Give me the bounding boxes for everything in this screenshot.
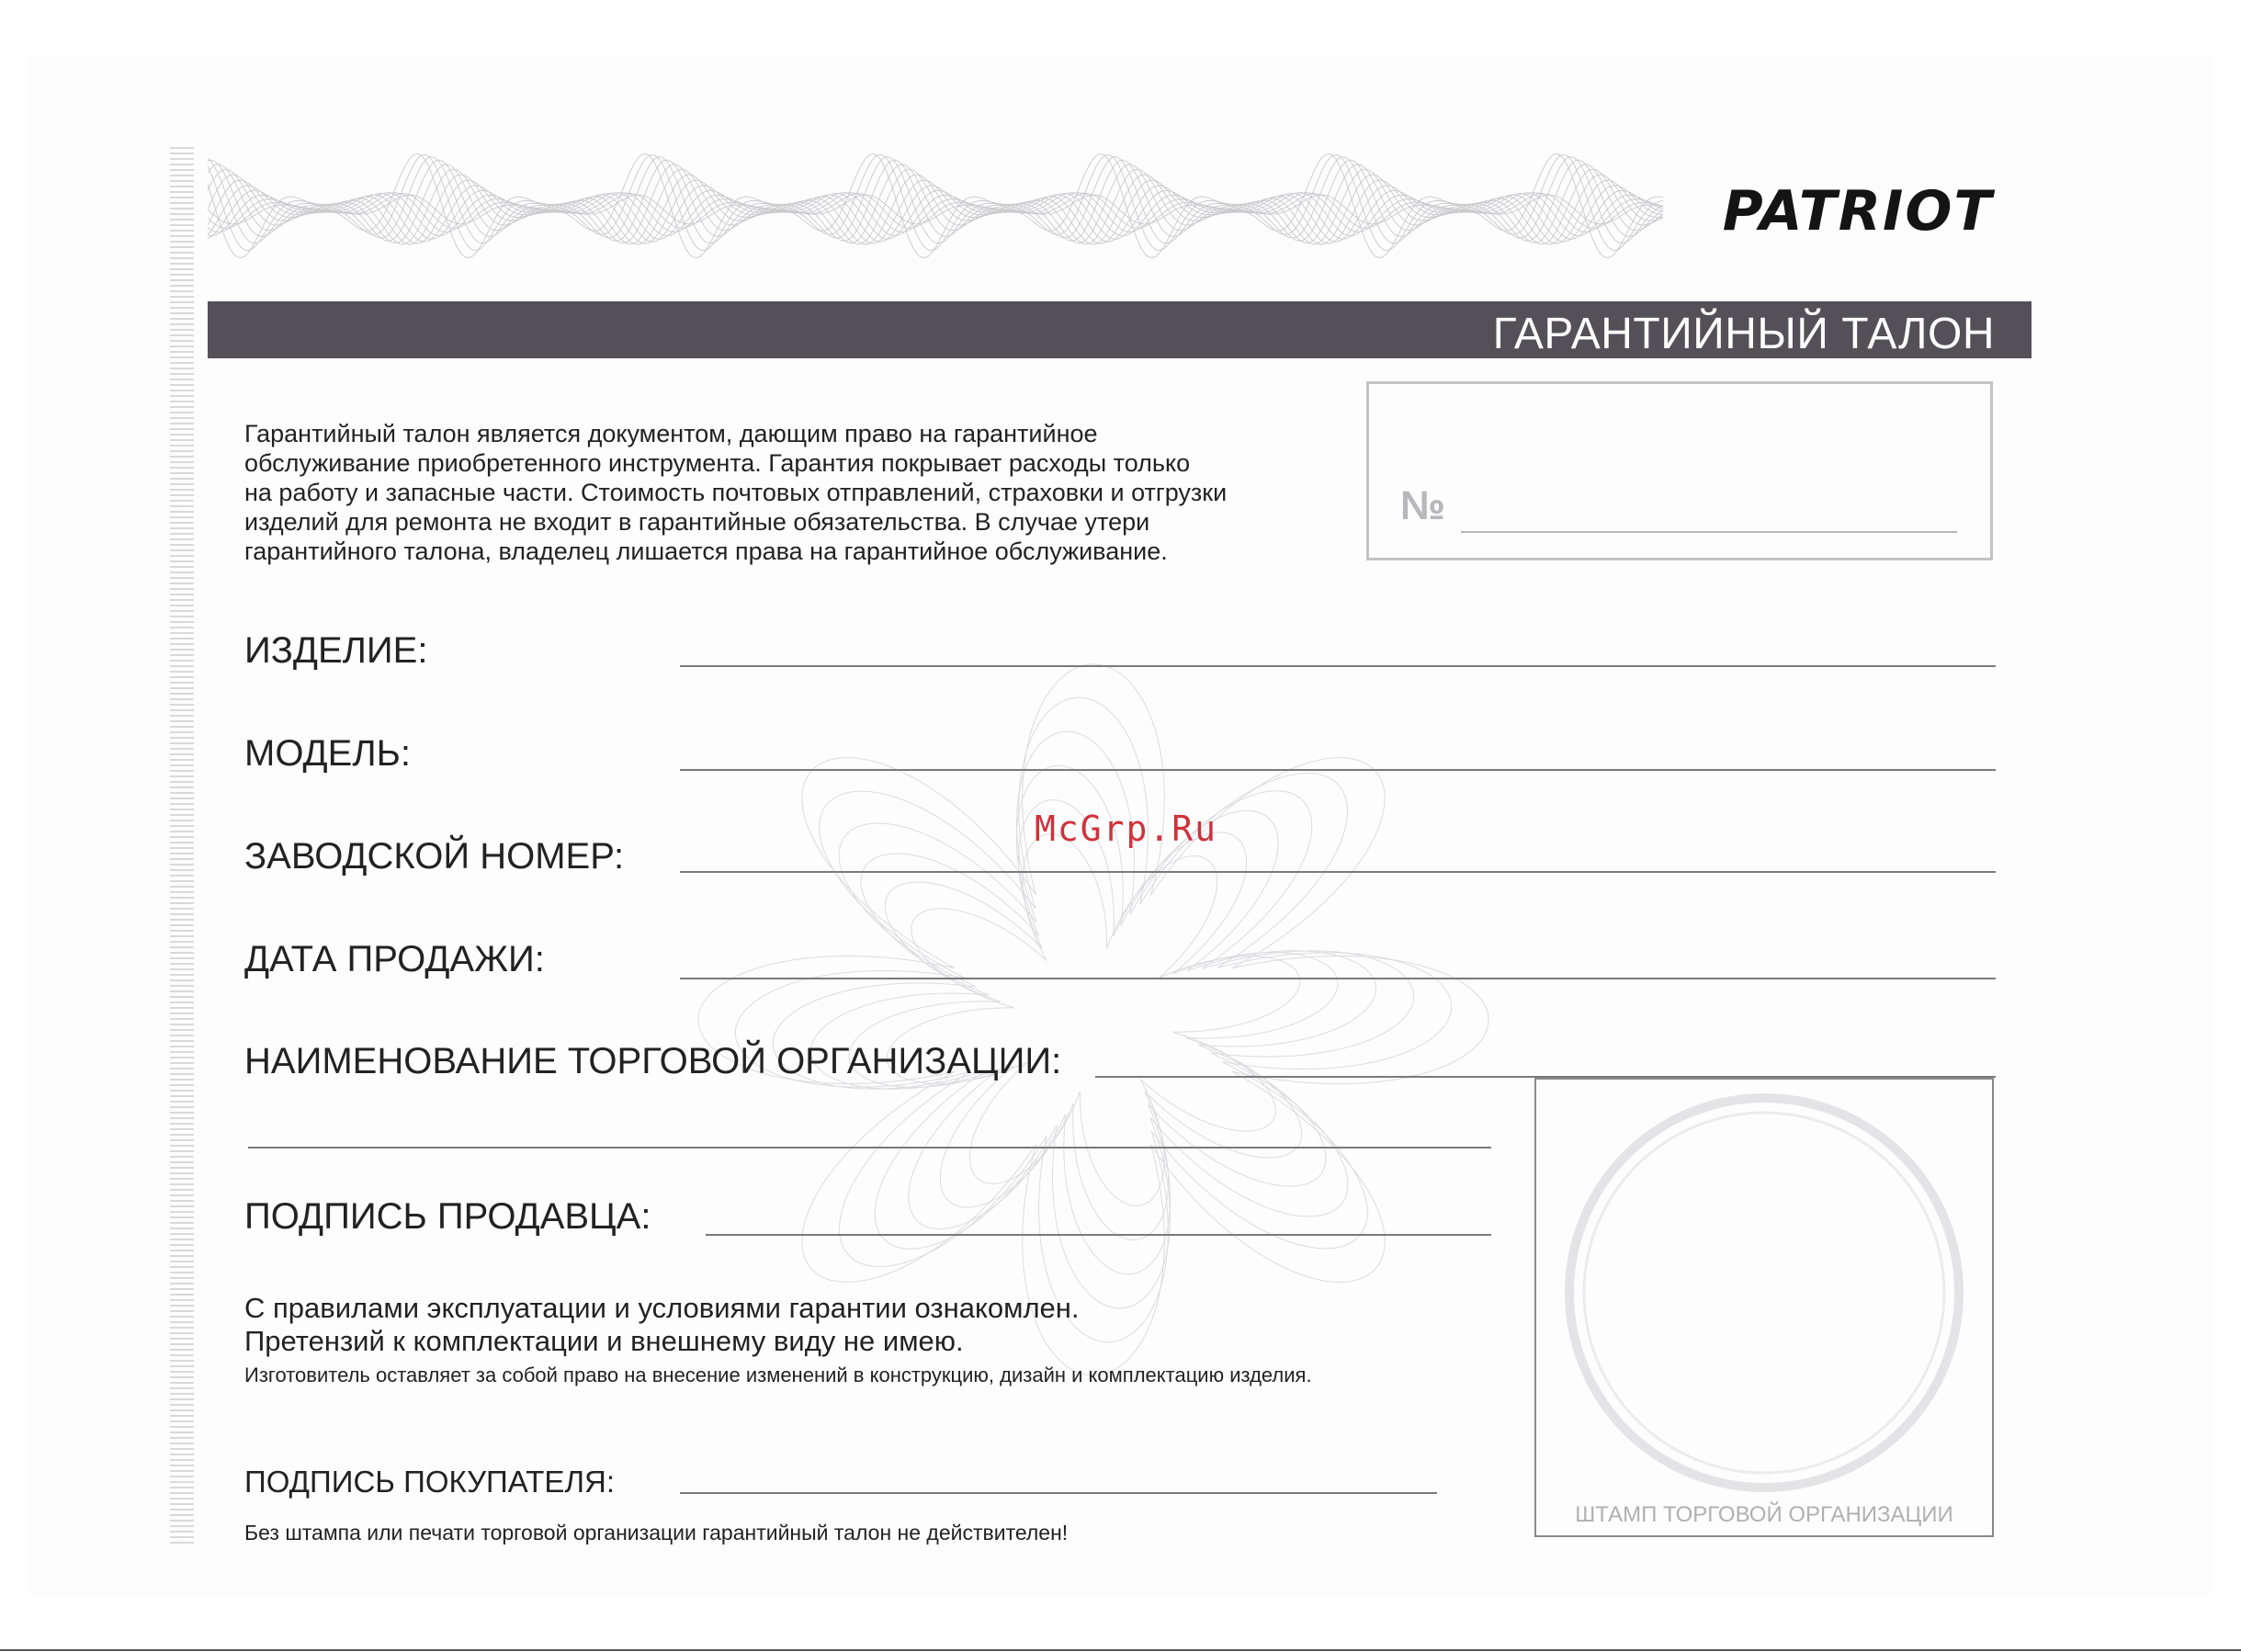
guilloche-band [208, 140, 1663, 279]
agreement-text: Претензий к комплектации и внешнему виду не имею. [244, 1325, 964, 1357]
sale-date-line[interactable] [680, 978, 1996, 979]
buyer-signature-line[interactable] [680, 1492, 1437, 1494]
card-number-box [1366, 381, 1993, 560]
product-line[interactable] [680, 665, 1996, 667]
manufacturer-disclaimer: Изготовитель оставляет за собой право на внесение изменений в конструкцию, дизайн и комплектацию изделия. [244, 1363, 1312, 1386]
brand-logo [1692, 180, 2023, 239]
organization-label: НАИМЕНОВАНИЕ ТОРГОВОЙ ОРГАНИЗАЦИИ: [244, 1041, 1062, 1081]
title-bar [208, 301, 2032, 358]
serial-number-line[interactable] [680, 871, 1996, 873]
buyer-signature-label: ПОДПИСЬ ПОКУПАТЕЛЯ: [244, 1465, 616, 1499]
stamp-caption: ШТАМП ТОРГОВОЙ ОРГАНИЗАЦИИ [1575, 1502, 1953, 1527]
intro-line: изделий для ремонта не входит в гарантийные обязательства. В случае утери [244, 508, 1150, 536]
product-label: ИЗДЕЛИЕ: [244, 630, 428, 671]
intro-paragraph [244, 419, 1329, 566]
model-label: МОДЕЛЬ: [244, 733, 411, 774]
sale-date-label: ДАТА ПРОДАЖИ: [244, 939, 545, 979]
model-line[interactable] [680, 769, 1996, 771]
page-title: ГАРАНТИЙНЫЙ ТАЛОН [1492, 310, 1995, 358]
intro-line: на работу и запасные части. Стоимость почтовых отправлений, страховки и отгрузки [244, 479, 1228, 506]
number-sign-label: № [1400, 483, 1446, 528]
intro-line: гарантийного талона, владелец лишается права на гарантийное обслуживание. [244, 537, 1168, 565]
seller-signature-label: ПОДПИСЬ ПРОДАВЦА: [244, 1196, 651, 1237]
svg-text:PATRIOT: PATRIOT [1722, 180, 1994, 239]
stamp-required-note: Без штампа или печати торговой организации гарантийный талон не действителен! [244, 1521, 1069, 1545]
site-watermark: McGrp.Ru [1035, 809, 1218, 849]
intro-line: обслуживание приобретенного инструмента. Гарантия покрывает расходы только [244, 449, 1191, 477]
seller-signature-line[interactable] [706, 1234, 1491, 1236]
intro-line: Гарантийный талон является документом, дающим право на гарантийное [244, 420, 1098, 447]
perforation-strip [170, 147, 194, 1544]
agreement-text: С правилами эксплуатации и условиями гарантии ознакомлен. [244, 1292, 1080, 1324]
stamp-box[interactable] [1534, 1078, 1994, 1537]
serial-number-label: ЗАВОДСКОЙ НОМЕР: [244, 836, 625, 877]
organization-line-2[interactable] [248, 1147, 1491, 1148]
card-number-line[interactable] [1461, 531, 1957, 533]
page-bottom-rule [0, 1649, 2241, 1651]
stamp-circle-icon [1536, 1080, 1996, 1539]
